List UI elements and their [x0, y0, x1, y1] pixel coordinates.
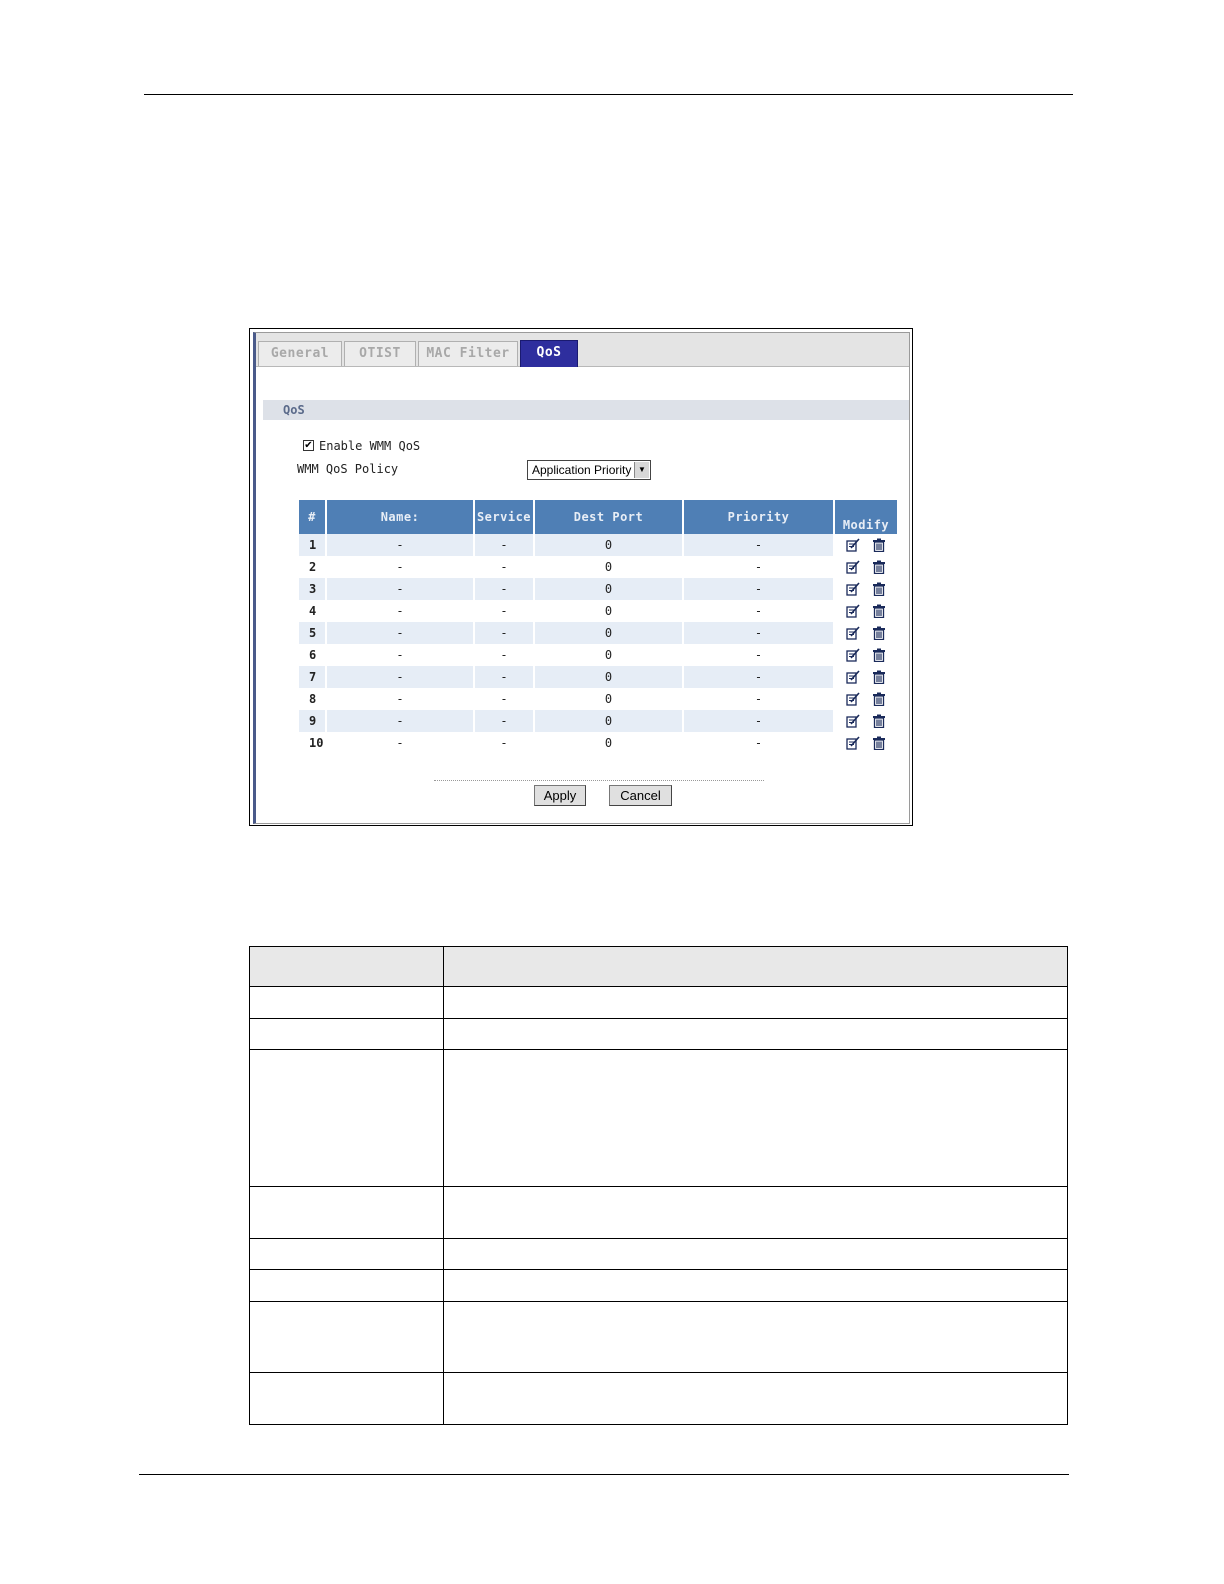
edit-icon[interactable]	[846, 626, 860, 640]
edit-icon[interactable]	[846, 736, 860, 750]
row-priority: -	[683, 688, 834, 710]
row-name: -	[326, 534, 474, 556]
row-modify	[834, 710, 897, 732]
row-index: 4	[309, 604, 317, 618]
tab-qos[interactable]: QoS	[520, 340, 578, 367]
row-modify	[834, 600, 897, 622]
table-row	[299, 644, 897, 666]
row-priority: -	[683, 622, 834, 644]
table-row	[299, 710, 897, 732]
table-row	[299, 688, 897, 710]
row-index: 1	[299, 534, 326, 556]
table-row	[299, 732, 897, 754]
row-name: -	[326, 732, 474, 754]
table-row	[250, 987, 1068, 1019]
edit-icon[interactable]	[846, 692, 860, 706]
trash-icon[interactable]	[872, 714, 886, 728]
tab-bar	[256, 333, 909, 367]
edit-icon[interactable]	[846, 582, 860, 596]
chevron-down-icon[interactable]: ▼	[634, 462, 649, 478]
row-dest-port: 0	[534, 534, 683, 556]
row-priority: -	[683, 666, 834, 688]
row-dest-port: 0	[534, 644, 683, 666]
row-modify	[834, 556, 897, 578]
row-dest-port: 0	[534, 622, 683, 644]
divider	[434, 780, 764, 781]
row-name: -	[326, 600, 474, 622]
row-service: -	[474, 578, 534, 600]
row-priority: -	[683, 556, 834, 578]
table-row	[299, 600, 897, 622]
policy-select-value: Application Priority	[532, 463, 632, 477]
table-row	[299, 534, 897, 556]
qos-screenshot	[249, 328, 913, 826]
trash-icon[interactable]	[872, 626, 886, 640]
row-modify	[834, 578, 897, 600]
row-dest-port: 0	[534, 710, 683, 732]
row-index: 10	[309, 736, 324, 750]
tab-general[interactable]: General	[258, 341, 342, 366]
row-index: 9	[299, 710, 326, 732]
table-row	[299, 556, 897, 578]
table-row	[250, 1302, 1068, 1373]
apply-button[interactable]: Apply	[534, 785, 586, 806]
col-service-header: Service	[474, 500, 534, 534]
qos-table	[299, 500, 897, 754]
row-priority: -	[683, 534, 834, 556]
row-index: 5	[299, 622, 326, 644]
table-row	[299, 666, 897, 688]
row-dest-port: 0	[534, 578, 683, 600]
tab-mac-filter[interactable]: MAC Filter	[418, 341, 518, 366]
row-priority: -	[683, 732, 834, 754]
enable-wmm-label: Enable WMM QoS	[319, 439, 421, 453]
row-service: -	[474, 710, 534, 732]
row-modify	[834, 732, 897, 754]
row-priority: -	[683, 600, 834, 622]
col-dest-port-header: Dest Port	[534, 500, 683, 534]
trash-icon[interactable]	[872, 560, 886, 574]
col-index-header: #	[299, 500, 326, 534]
row-index: 2	[309, 560, 317, 574]
row-name: -	[326, 710, 474, 732]
row-dest-port: 0	[534, 688, 683, 710]
row-name: -	[326, 666, 474, 688]
row-index: 7	[299, 666, 326, 688]
row-service: -	[474, 732, 534, 754]
table-row	[299, 622, 897, 644]
row-dest-port: 0	[534, 556, 683, 578]
header-rule	[144, 94, 1073, 95]
col-priority-header: Priority	[683, 500, 834, 534]
row-service: -	[474, 688, 534, 710]
edit-icon[interactable]	[846, 648, 860, 662]
row-priority: -	[683, 644, 834, 666]
policy-select[interactable]	[527, 460, 651, 480]
description-table	[249, 946, 1068, 1425]
table-row	[250, 1239, 1068, 1270]
row-priority: -	[683, 578, 834, 600]
row-service: -	[474, 600, 534, 622]
policy-label: WMM QoS Policy	[297, 462, 399, 476]
table-row	[299, 578, 897, 600]
row-modify	[834, 644, 897, 666]
trash-icon[interactable]	[872, 736, 886, 750]
edit-icon[interactable]	[846, 670, 860, 684]
edit-icon[interactable]	[846, 714, 860, 728]
table-row	[250, 1050, 1068, 1187]
qos-panel	[253, 332, 910, 824]
row-index: 3	[299, 578, 326, 600]
row-name: -	[326, 556, 474, 578]
row-service: -	[474, 534, 534, 556]
row-modify	[834, 622, 897, 644]
row-modify	[834, 666, 897, 688]
table-row	[250, 947, 1068, 987]
row-name: -	[326, 688, 474, 710]
table-header-row	[299, 500, 897, 534]
trash-icon[interactable]	[872, 582, 886, 596]
trash-icon[interactable]	[872, 648, 886, 662]
footer-rule	[139, 1474, 1069, 1475]
trash-icon[interactable]	[872, 604, 886, 618]
col-modify-header: Modify	[834, 500, 897, 534]
row-priority: -	[683, 710, 834, 732]
edit-icon[interactable]	[846, 560, 860, 574]
section-title: QoS	[263, 400, 909, 420]
row-dest-port: 0	[534, 600, 683, 622]
trash-icon[interactable]	[872, 670, 886, 684]
row-service: -	[474, 622, 534, 644]
table-row	[250, 1019, 1068, 1050]
row-index: 6	[309, 648, 317, 662]
row-name: -	[326, 644, 474, 666]
row-service: -	[474, 556, 534, 578]
row-dest-port: 0	[534, 732, 683, 754]
tab-otist[interactable]: OTIST	[344, 341, 416, 366]
row-service: -	[474, 644, 534, 666]
edit-icon[interactable]	[846, 538, 860, 552]
enable-wmm-checkbox[interactable]: ✔	[304, 440, 313, 451]
table-row	[250, 1373, 1068, 1425]
row-name: -	[326, 578, 474, 600]
edit-icon[interactable]	[846, 604, 860, 618]
row-service: -	[474, 666, 534, 688]
trash-icon[interactable]	[872, 538, 886, 552]
row-dest-port: 0	[534, 666, 683, 688]
row-index: 8	[309, 692, 317, 706]
table-row	[250, 1187, 1068, 1239]
row-modify	[834, 534, 897, 556]
row-modify	[834, 688, 897, 710]
cancel-button[interactable]: Cancel	[609, 785, 672, 806]
col-name-header: Name:	[326, 500, 474, 534]
trash-icon[interactable]	[872, 692, 886, 706]
row-name: -	[326, 622, 474, 644]
table-row	[250, 1270, 1068, 1302]
